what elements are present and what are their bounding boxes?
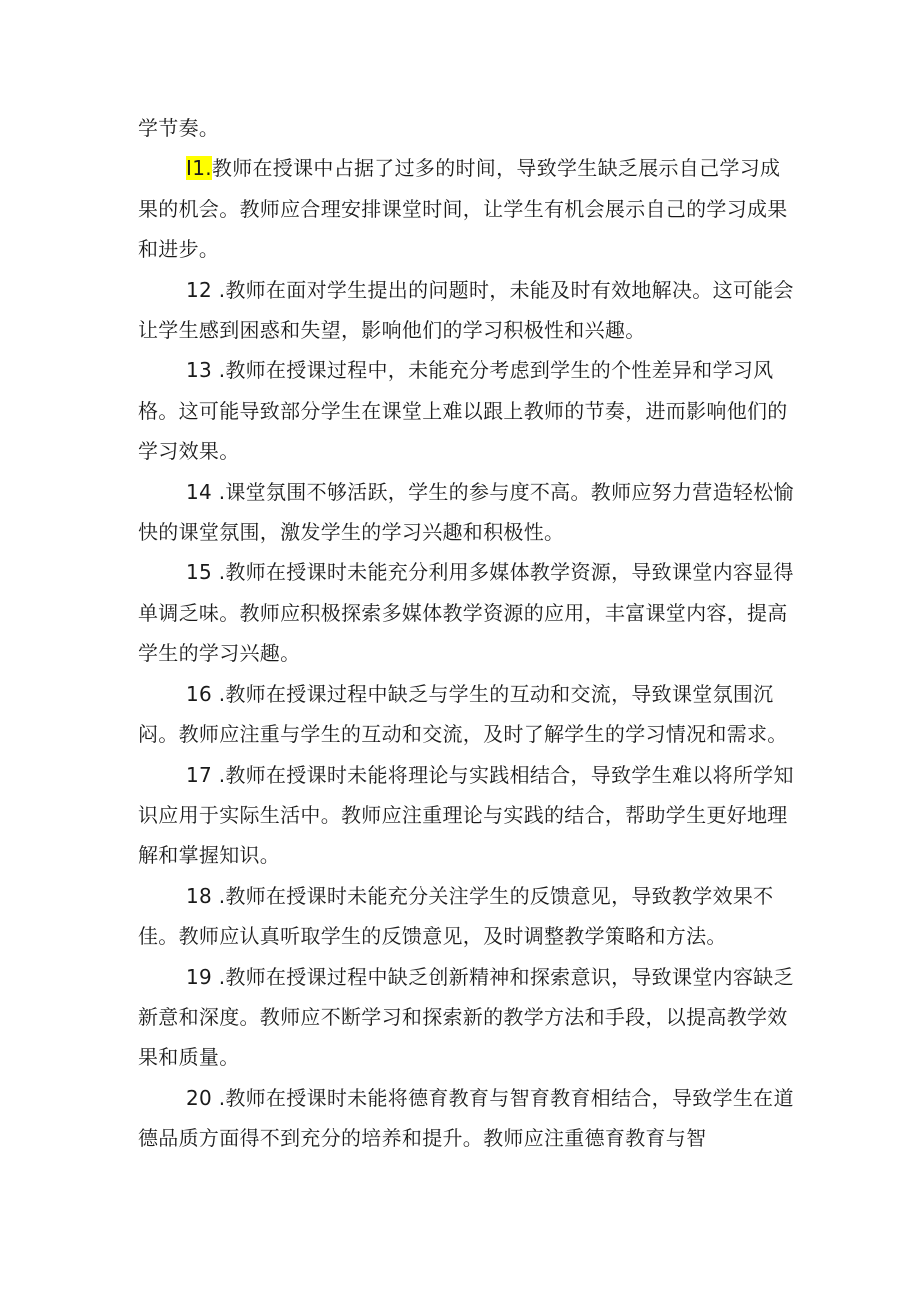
paragraph-15 — [138, 552, 798, 673]
paragraph-text: 教师在授课时未能将德育教育与智育教育相结合，导致学生在道德品质方面得不到充分的培养和提升。教师应注重德育教育与智 — [138, 1085, 794, 1151]
paragraph-13 — [138, 350, 798, 471]
paragraph-number: 13 . — [186, 358, 226, 383]
paragraph-16 — [138, 674, 798, 755]
paragraph-17 — [138, 755, 798, 876]
paragraph-text: 教师在授课时未能充分关注学生的反馈意见，导致教学效果不佳。教师应认真听取学生的反馈意见，及时调整教学策略和方法。 — [138, 883, 774, 949]
paragraph-number: 12 . — [186, 277, 226, 302]
paragraph-number: 14 . — [186, 479, 226, 504]
paragraph-number: 17 . — [186, 762, 226, 787]
paragraph-text: 教师在授课过程中，未能充分考虑到学生的个性差异和学习风格。这可能导致部分学生在课堂上难以跟上教师的节奏，进而影响他们的学习效果。 — [138, 358, 788, 464]
paragraph-18 — [138, 876, 798, 957]
paragraph-number: 18 . — [186, 883, 226, 908]
paragraph-20 — [138, 1078, 798, 1159]
paragraph-text: 课堂氛围不够活跃，学生的参与度不高。教师应努力营造轻松愉快的课堂氛围，激发学生的学习兴趣和积极性。 — [138, 479, 794, 545]
paragraph-19 — [138, 957, 798, 1078]
paragraph-text: 教师在授课时未能将理论与实践相结合，导致学生难以将所学知识应用于实际生活中。教师应注重理论与实践的结合，帮助学生更好地理解和掌握知识。 — [138, 762, 794, 868]
paragraph-text: 教师在授课中占据了过多的时间，导致学生缺乏展示自己学习成果的机会。教师应合理安排课堂时间，让学生有机会展示自己的学习成果和进步。 — [138, 156, 788, 262]
highlighted-number: I1. — [186, 156, 212, 181]
paragraph-number: 15 . — [186, 560, 226, 585]
continued-text: 学节奏。 — [138, 116, 220, 140]
paragraph-text: 教师在授课过程中缺乏与学生的互动和交流，导致课堂氛围沉闷。教师应注重与学生的互动和交流，及时了解学生的学习情况和需求。 — [138, 681, 788, 747]
document-body — [138, 108, 798, 1159]
paragraph-number: 19 . — [186, 964, 226, 989]
paragraph-text: 教师在授课时未能充分利用多媒体教学资源，导致课堂内容显得单调乏味。教师应积极探索多媒体教学资源的应用，丰富课堂内容，提高学生的学习兴趣。 — [138, 560, 794, 666]
paragraph-12 — [138, 270, 798, 351]
paragraph-text: 教师在授课过程中缺乏创新精神和探索意识，导致课堂内容缺乏新意和深度。教师应不断学习和探索新的教学方法和手段，以提高教学效果和质量。 — [138, 964, 794, 1070]
paragraph-text: 教师在面对学生提出的问题时，未能及时有效地解决。这可能会让学生感到困惑和失望，影响他们的学习积极性和兴趣。 — [138, 277, 794, 343]
paragraph-number: 16 . — [186, 681, 226, 706]
paragraph-11 — [138, 148, 798, 269]
paragraph-number: 20 . — [186, 1085, 226, 1110]
paragraph-14 — [138, 472, 798, 553]
